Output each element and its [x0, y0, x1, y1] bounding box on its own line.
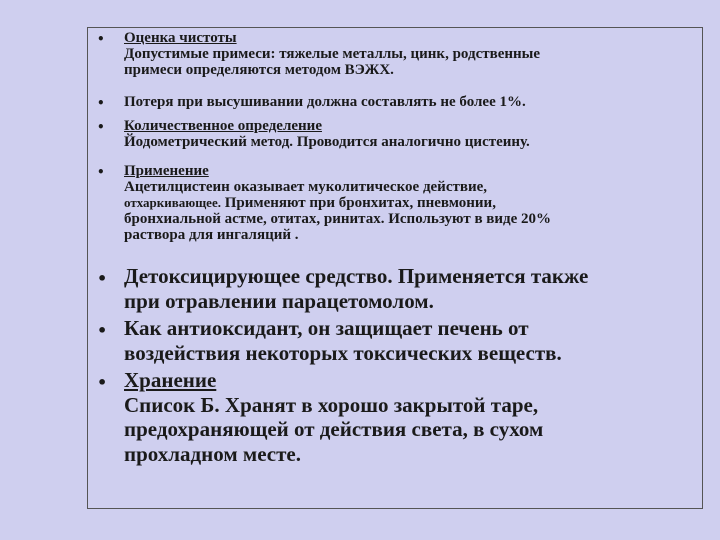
text-line: прохладном месте.: [124, 441, 302, 466]
text-line: Йодометрический метод. Проводится аналогично цистеину.: [124, 134, 530, 150]
bullet-marker: •: [97, 32, 105, 46]
text-line: Как антиоксидант, он защищает печень от: [124, 316, 529, 340]
bullet-marker: •: [97, 321, 108, 340]
text-line: Допустимые примеси: тяжелые металлы, цинк, родственные: [124, 46, 541, 62]
text-line: бронхиальной астме, отитах, ринитах. Используют в виде 20%: [124, 211, 552, 227]
text-line: отхаркивающее.: [124, 195, 221, 210]
text-line: воздействия некоторых токсических веществ.: [124, 340, 562, 365]
heading-application: Применение: [124, 163, 209, 179]
heading-purity: Оценка чистоты: [124, 30, 237, 46]
text-line: Список Б. Хранят в хорошо закрытой таре,: [124, 392, 539, 417]
text-line: раствора для ингаляций .: [124, 227, 299, 243]
text-line: Ацетилцистеин оказывает муколитическое действие,: [124, 179, 488, 195]
bullet-marker: •: [97, 373, 108, 392]
text-line: Потеря при высушивании должна составлять не более 1%.: [124, 94, 526, 110]
text-line: при отравлении парацетомолом.: [124, 288, 434, 313]
bullet-marker: •: [97, 269, 108, 288]
heading-storage: Хранение: [124, 368, 217, 392]
bullet-marker: •: [97, 96, 105, 110]
heading-assay: Количественное определение: [124, 118, 322, 134]
bullet-marker: •: [97, 120, 105, 134]
text-line: предохраняющей от действия света, в сухом: [124, 417, 544, 441]
text-line: Детоксицирующее средство. Применяется также: [124, 264, 589, 288]
text-line: Применяют при бронхитах, пневмонии,: [220, 195, 496, 211]
bullet-marker: •: [97, 165, 105, 179]
slide-frame: [87, 27, 703, 509]
text-line: примеси определяются методом ВЭЖХ.: [124, 62, 394, 78]
